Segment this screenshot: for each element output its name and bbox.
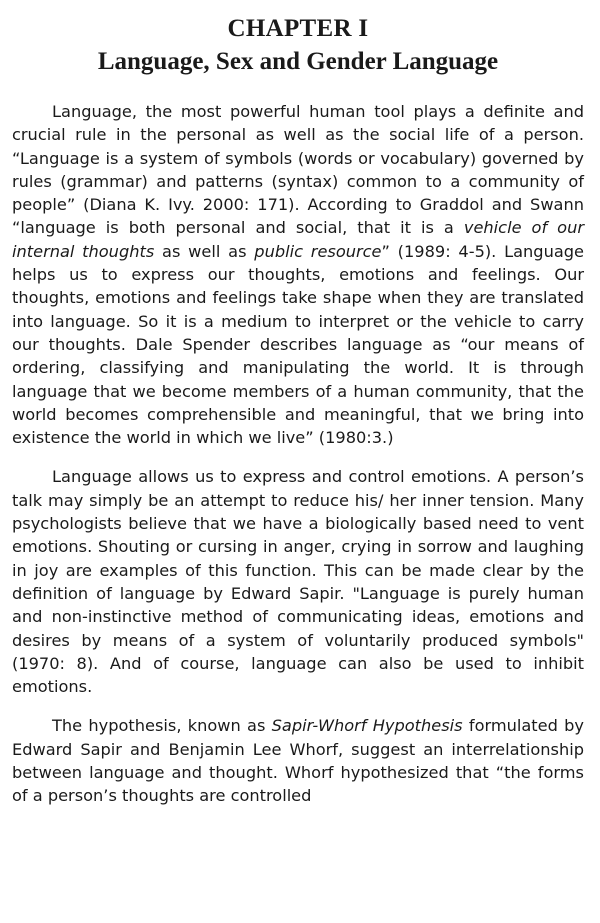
chapter-title: Language, Sex and Gender Language [97,48,499,75]
document-page [12,0,584,808]
paragraph-1-italic-public-resource: public resource [254,241,382,261]
chapter-number: CHAPTER I [227,15,369,42]
paragraph-1-italic-vehicle: vehicle of our internal thoughts [12,218,584,261]
paragraph-1 [12,100,584,449]
paragraph-2 [12,465,584,698]
paragraph-1-text: Language, the most powerful human tool plays a definite and crucial rule in the personal as well as the social life of a person. “Language is a system of symbols (words or vocabulary) governed by rules (grammar) and patterns (syntax) common to a community of people” (Diana K. Ivy. 2000: 171). According to Graddol and Swann “language is both personal and social, that it is a [12,102,584,238]
paragraph-1-text: as well as [154,241,255,261]
paragraph-3-text: formulated by Edward Sapir and Benjamin Lee Whorf, suggest an interrelationship between language and thought. Whorf hypothesized that “the forms of a person’s thoughts are controlled [12,716,584,806]
paragraph-2-text: Language allows us to express and control emotions. A person’s talk may simply be an attempt to reduce his/ her inner tension. Many psychologists believe that we have a biologically based need to vent emotions. Shouting or cursing in anger, crying in sorrow and laughing in joy are examples of this function. This can be made clear by the definition of language by Edward Sapir. "Language is purely human and non-instinctive method of communicating ideas, emotions and desires by means of a system of voluntarily produced symbols" (1970: 8). And of course, language can also be used to inhibit emotions. [12,467,584,697]
paragraph-1-text: ” (1989: 4-5). Language helps us to express our thoughts, emotions and feelings. Our thoughts, emotions and feelings take shape when they are translated into language. So it is a medium to interpret or the vehicle to carry our thoughts. Dale Spender describes language as “our means of ordering, classifying and manipulating the world. It is through language that we become members of a human community, that the world becomes comprehensible and meaningful, that we bring into existence the world in which we live” (1980:3.) [12,241,584,448]
paragraph-3 [12,714,584,807]
paragraph-3-text: The hypothesis, known as [52,716,272,736]
paragraph-3-italic-hypothesis: Sapir-Whorf Hypothesis [271,716,463,736]
